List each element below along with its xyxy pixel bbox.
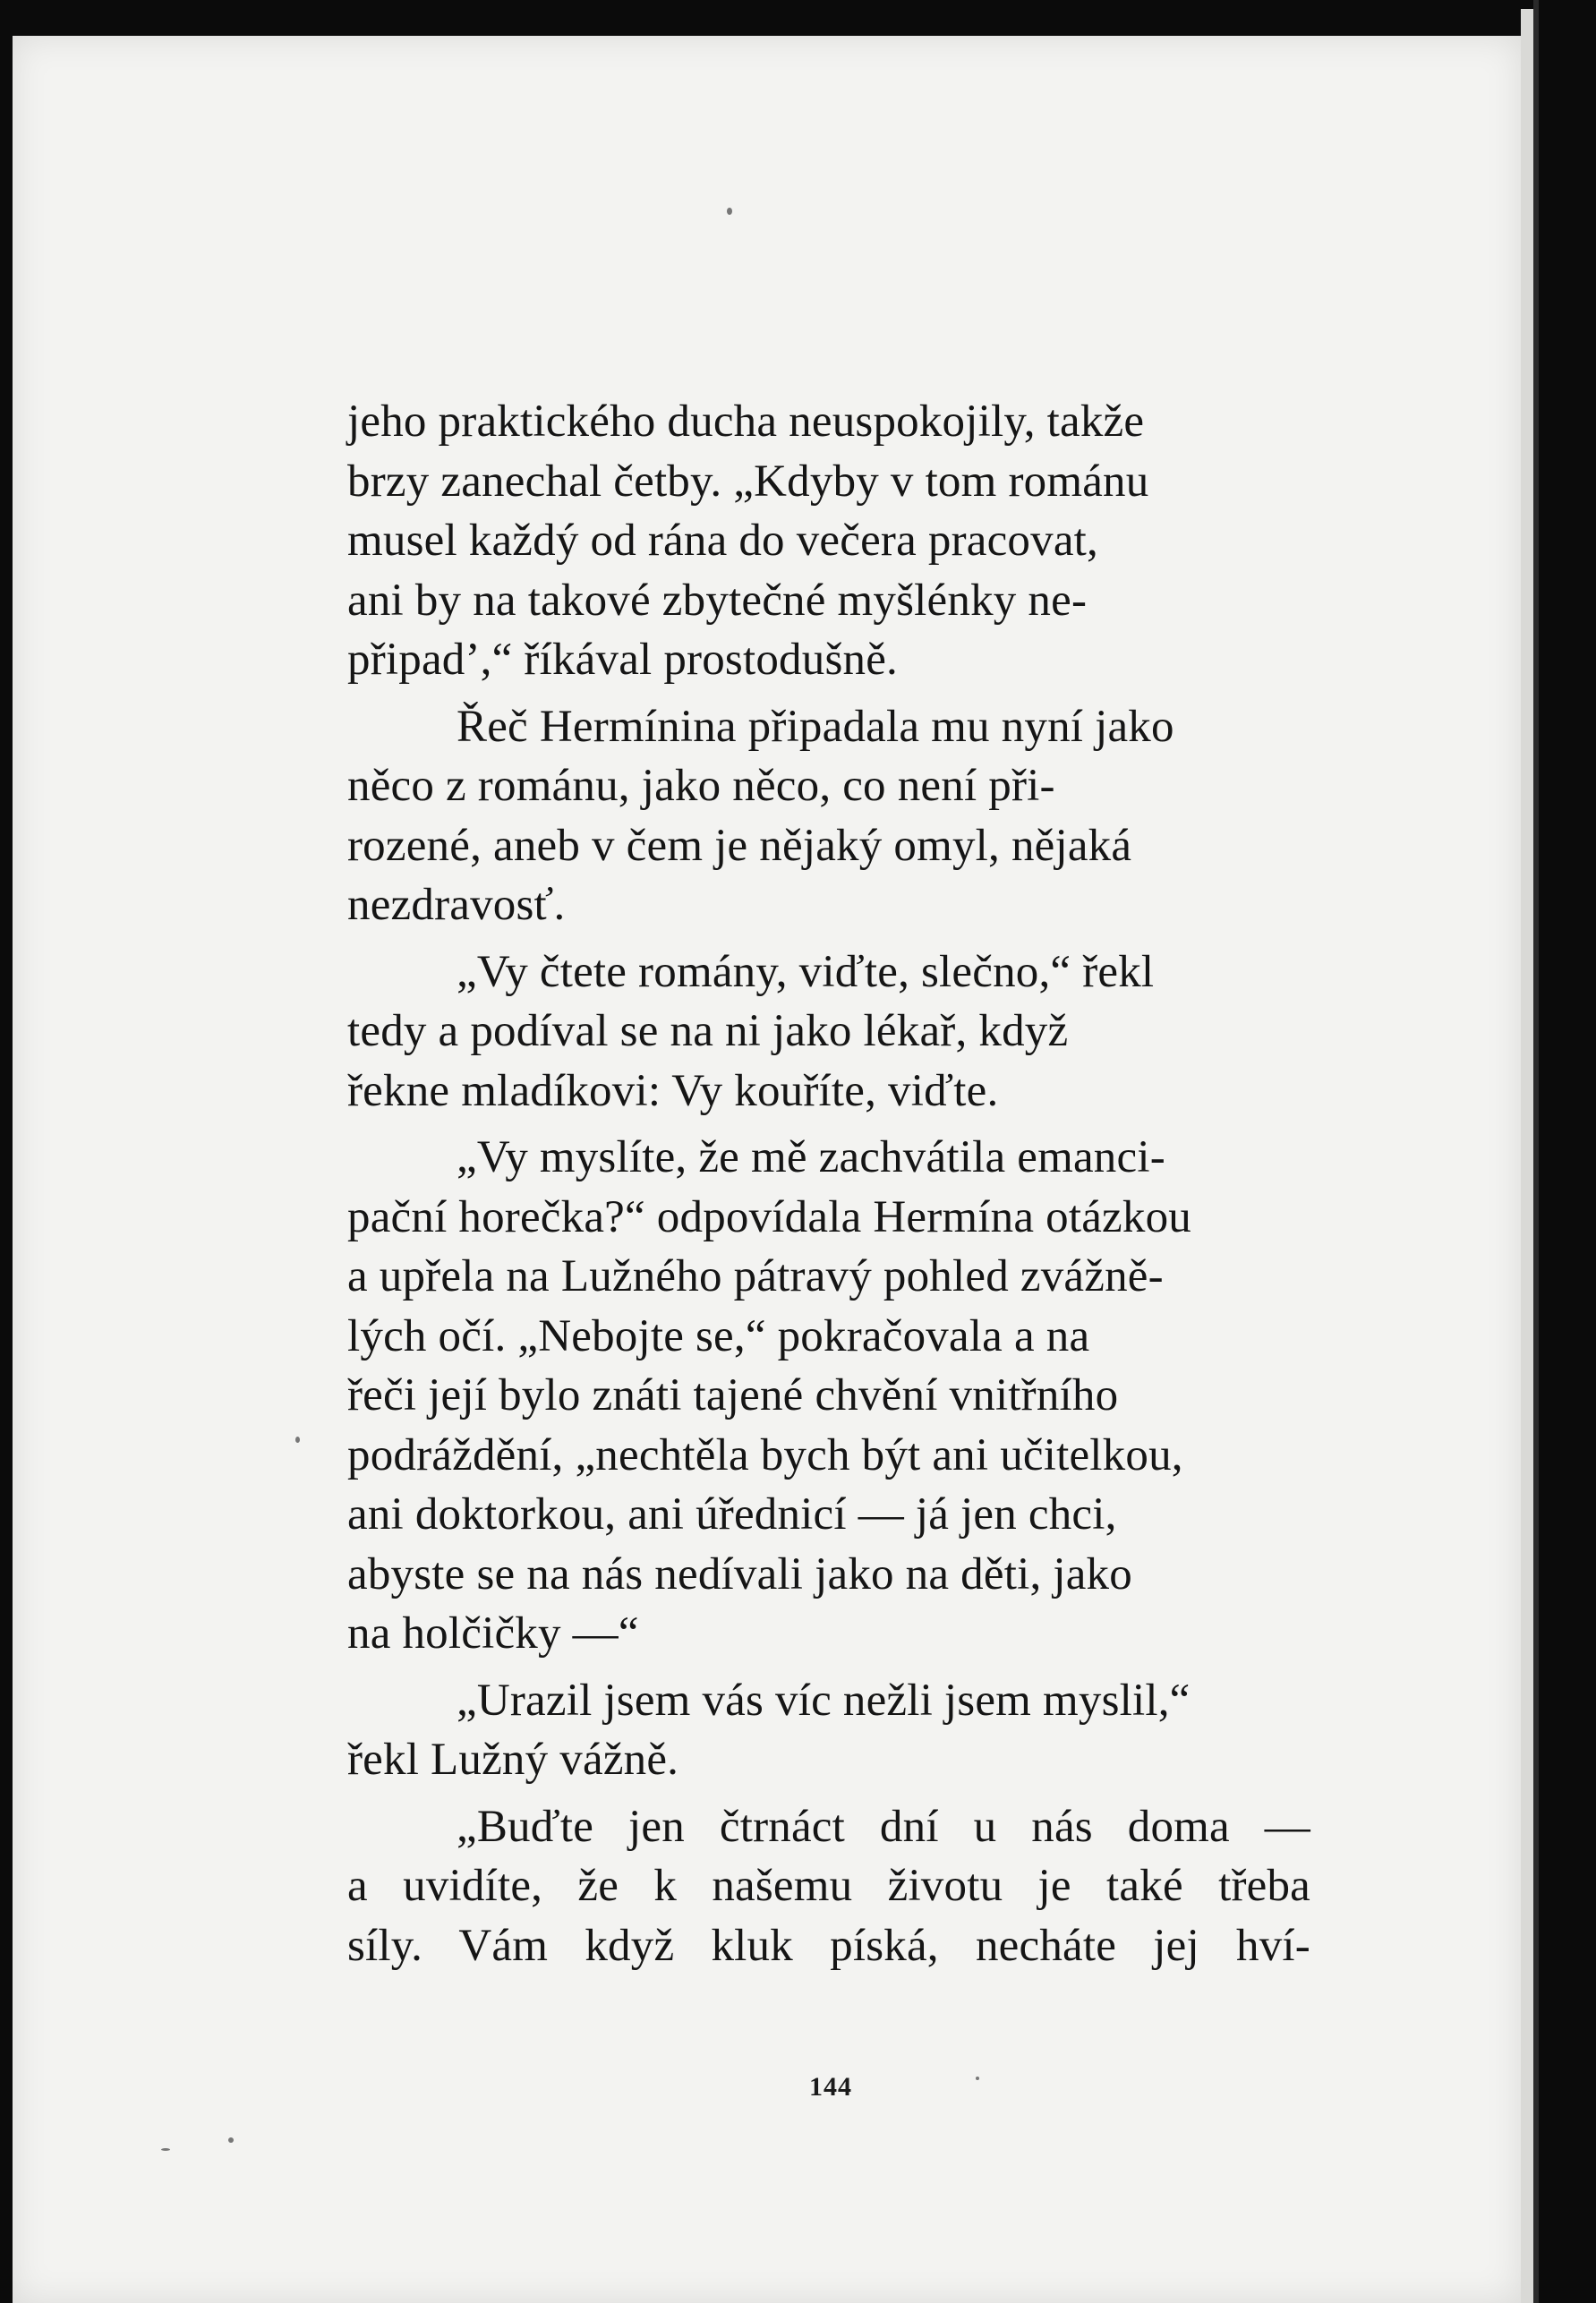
paper-speck — [295, 1437, 300, 1443]
text-line: „Vy čtete romány, viďte, slečno,“ řekl — [457, 946, 1155, 997]
text-line: nezdravosť. — [347, 880, 566, 930]
text-line: řeči její bylo znáti tajené chvění vnitřního — [347, 1370, 1119, 1420]
text-line: řekl Lužný vážně. — [347, 1735, 679, 1785]
text-line: ani doktorkou, ani úřednicí — já jen chci, — [347, 1489, 1117, 1540]
page-edge — [1521, 9, 1533, 2303]
text-line: a upřela na Lužného pátravý pohled zvážně- — [347, 1251, 1164, 1301]
text-line: abyste se na nás nedívali jako na děti, jako — [347, 1548, 1132, 1599]
text-line: lých očí. „Nebojte se,“ pokračovala a na — [347, 1310, 1090, 1361]
text-line: síly. Vám když kluk píská, necháte jej hví- — [347, 1920, 1310, 1971]
page-number: 144 — [809, 2072, 852, 2102]
paragraph — [347, 1671, 1310, 1790]
scan-border — [1539, 0, 1596, 2303]
text-line: připad’,“ říkával prostodušně. — [347, 635, 898, 685]
text-line: a uvidíte, že k našemu životu je také třeba — [347, 1861, 1310, 1911]
text-line: ani by na takové zbytečné myšlénky ne- — [347, 575, 1088, 626]
paper-speck — [976, 2077, 979, 2080]
text-line: Řeč Hermínina připadala mu nyní jako — [457, 701, 1174, 752]
text-line: tedy a podíval se na ni jako lékař, když — [347, 1006, 1069, 1056]
paper-speck — [727, 208, 732, 215]
paragraph — [347, 943, 1310, 1122]
text-line: „Urazil jsem vás víc nežli jsem myslil,“ — [457, 1675, 1191, 1726]
text-line: na holčičky —“ — [347, 1608, 639, 1659]
body-text — [347, 392, 1310, 1975]
paper-speck — [161, 2148, 170, 2151]
text-line: rozené, aneb v čem je nějaký omyl, nějaká — [347, 820, 1132, 871]
paragraph — [347, 1797, 1310, 1976]
paragraph — [347, 392, 1310, 690]
paragraph — [347, 1128, 1310, 1664]
text-line: řekne mladíkovi: Vy kouříte, viďte. — [347, 1065, 999, 1116]
text-line: „Buďte jen čtrnáct dní u nás doma — — [457, 1801, 1310, 1852]
text-line: jeho praktického ducha neuspokojily, takže — [347, 397, 1145, 447]
text-line: pační horečka?“ odpovídala Hermína otázkou — [347, 1191, 1191, 1242]
text-line: musel každý od rána do večera pracovat, — [347, 516, 1098, 566]
text-line: brzy zanechal četby. „Kdyby v tom románu — [347, 456, 1149, 507]
text-line: podráždění, „nechtěla bych být ani učitelkou, — [347, 1429, 1183, 1480]
text-line: něco z románu, jako něco, co není při- — [347, 761, 1055, 811]
text-line: „Vy myslíte, že mě zachvátila emanci- — [457, 1132, 1165, 1182]
paper-speck — [228, 2137, 234, 2143]
paragraph — [347, 697, 1310, 935]
